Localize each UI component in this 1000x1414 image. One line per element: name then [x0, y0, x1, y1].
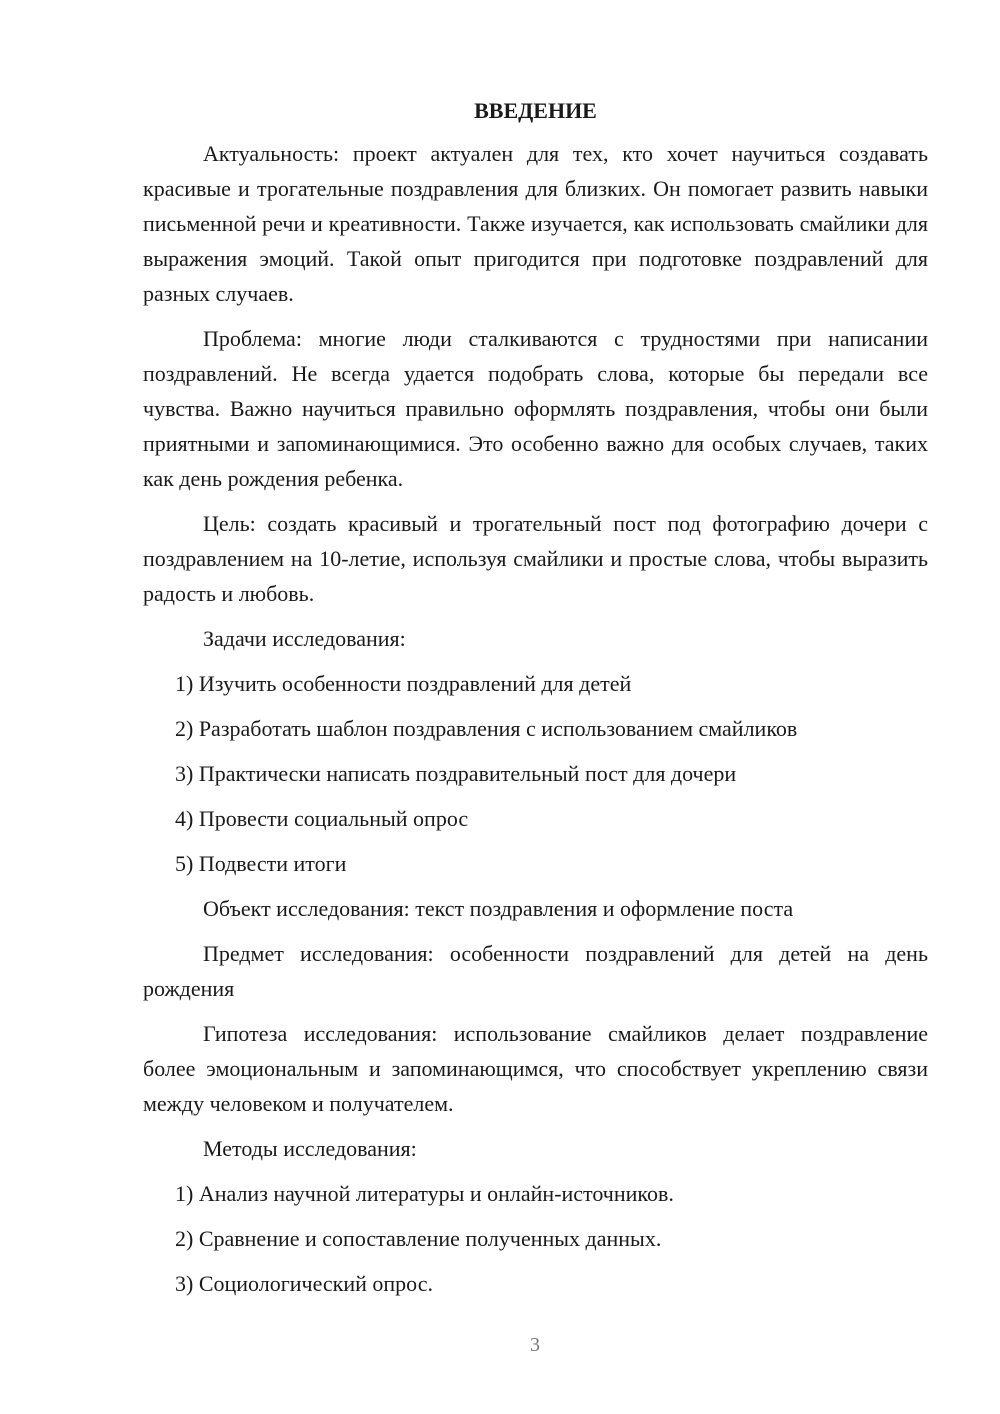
- page-content: [143, 96, 928, 1311]
- tasks-heading: Задачи исследования:: [203, 626, 406, 651]
- paragraph-subject: Предмет исследования: особенности поздравлений для детей на день рождения: [143, 941, 928, 1001]
- methods-heading: Методы исследования:: [203, 1136, 417, 1161]
- list-item: 3) Практически написать поздравительный пост для дочери: [175, 761, 737, 786]
- page-number: 3: [530, 1334, 540, 1356]
- list-item: 2) Сравнение и сопоставление полученных данных.: [175, 1226, 662, 1251]
- paragraph-hypothesis: Гипотеза исследования: использование смайликов делает поздравление более эмоциональным и запоминающимся, что способствует укреплению связи между человеком и получателем.: [143, 1021, 928, 1116]
- paragraph-goal: Цель: создать красивый и трогательный пост под фотографию дочери с поздравлением на 10-летие, используя смайлики и простые слова, чтобы выразить радость и любовь.: [143, 511, 928, 606]
- page-title: ВВЕДЕНИЕ: [474, 98, 597, 123]
- methods-list: [143, 1176, 928, 1301]
- paragraph-relevance: Актуальность: проект актуален для тех, кто хочет научиться создавать красивые и трогательные поздравления для близких. Он помогает развить навыки письменной речи и креативности. Также изучается, как использовать смайлики для выражения эмоций. Такой опыт пригодится при подготовке поздравлений для разных случаев.: [143, 141, 928, 306]
- tasks-list: [143, 666, 928, 881]
- paragraph-problem: Проблема: многие люди сталкиваются с трудностями при написании поздравлений. Не всегда удается подобрать слова, которые бы передали все чувства. Важно научиться правильно оформлять поздравления, чтобы они были приятными и запоминающимися. Это особенно важно для особых случаев, таких как день рождения ребенка.: [143, 326, 928, 491]
- list-item: 3) Социологический опрос.: [175, 1271, 433, 1296]
- list-item: 1) Изучить особенности поздравлений для детей: [175, 671, 632, 696]
- paragraph-object: Объект исследования: текст поздравления и оформление поста: [203, 896, 794, 921]
- list-item: 1) Анализ научной литературы и онлайн-источников.: [175, 1181, 674, 1206]
- list-item: 4) Провести социальный опрос: [175, 806, 469, 831]
- list-item: 5) Подвести итоги: [175, 851, 347, 876]
- list-item: 2) Разработать шаблон поздравления с использованием смайликов: [175, 716, 798, 741]
